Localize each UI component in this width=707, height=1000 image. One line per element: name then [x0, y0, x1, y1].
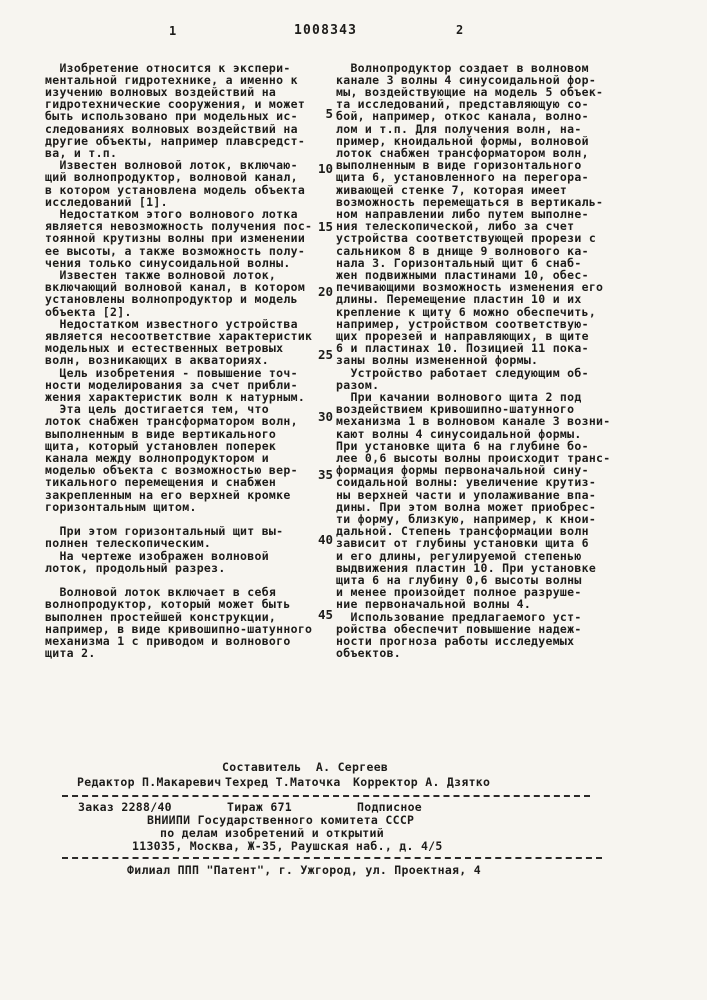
left-column-text: Изобретение относится к экспери- ментальной гидротехнике, а именно к изучению волновых воздействий на гидротехнические сооружения, и может быть использовано при модельных ис- следованиях волновых воздействий на другие объекты, например плавсредст- ва, и т.п. Известен волновой лоток, включаю- щий волнопродуктор, волновой канал, в котором установлена модель объекта исследований [1]. Недостатком этого волнового лотка является невозможность получения пос- тоянной крутизны волны при изменении ее высоты, а также возможность полу- чения только синусоидальной волны. Известен также волновой лоток, включающий волновой канал, в котором установлены волнопродуктор и модель объекта [2]. Недостатком известного устройства является несоответствие характеристик модельных и естественных ветровых волн, возникающих в акваториях. Цель изобретения - повышение точ- ности моделирования за счет прибли- жения характеристик волн к натурным. Эта цель достигается тем, что лоток снабжен трансформатором волн, выполненным в виде вертикального щита, который установлен поперек канала между волнопродуктором и моделью объекта с возможностью вер- тикального перемещения и снабжен закрепленным на его верхней кромке горизонтальным щитом. При этом горизонтальный щит вы- полнен телескопическим. На чертеже изображен волновой лоток, продольный разрез. Волновой лоток включает в себя волнопродуктор, который может быть выполнен простейшей конструкции, например, в виде кривошипно-шатунного механизма 1 с приводом и волнового щита 2. — [45, 60, 313, 661]
footer-organization: ВНИИПИ Государственного комитета СССР — [147, 813, 415, 827]
footer-branch: Филиал ППП "Патент", г. Ужгород, ул. Проектная, 4 — [127, 863, 481, 877]
line-number-5: 5 — [325, 106, 333, 121]
line-number-35: 35 — [317, 467, 333, 482]
footer-corrector: Корректор А. Дзятко — [353, 775, 491, 789]
footer-divider-top — [62, 795, 590, 797]
footer-order-number: Заказ 2288/40 — [78, 800, 172, 814]
footer-organization-line2: по делам изобретений и открытий — [160, 826, 384, 840]
footer-divider-bottom — [62, 857, 602, 859]
line-number-40: 40 — [317, 532, 333, 547]
footer-editor: Редактор П.Макаревич — [77, 775, 222, 789]
left-column-marker: 1 — [169, 24, 177, 38]
footer-subscription: Подписное — [357, 800, 423, 814]
footer-tirage: Тираж 671 — [227, 800, 293, 814]
line-number-30: 30 — [317, 409, 333, 424]
patent-number: 1008343 — [294, 23, 358, 38]
footer-address: 113035, Москва, Ж-35, Раушская наб., д. 4/5 — [132, 839, 443, 853]
footer-techred: Техред Т.Маточка — [225, 775, 341, 789]
line-number-25: 25 — [317, 347, 333, 362]
line-number-10: 10 — [317, 161, 333, 176]
right-column-marker: 2 — [456, 23, 464, 37]
line-number-20: 20 — [317, 284, 333, 299]
right-column-text: Волнопродуктор создает в волновом канале 3 волны 4 синусоидальной фор- мы, воздействующие на модель 5 объек- та исследований, представляющую со- бой, например, откос канала, волно- лом и т.п. Для получения волн, на- пример, кноидальной формы, волновой лоток снабжен трансформатором волн, выполненным в виде горизонтального щита 6, установленного на перегора- живающей стенке 7, которая имеет возможность перемещаться в вертикаль- ном направлении либо путем выполне- ния телескопической, либо за счет устройства соответствующей прорези с сальником 8 в днище 9 волнового ка- нала 3. Горизонтальный щит 6 снаб- жен подвижными пластинами 10, обес- печивающими возможность изменения его длины. Перемещение пластин 10 и их крепление к щиту 6 можно обеспечить, например, устройством соответствую- щих прорезей и направляющих, в щите 6 и пластинах 10. Позицией 11 пока- заны волны измененной формы. Устройство работает следующим об- разом. При качании волнового щита 2 под воздействием кривошипно-шатунного механизма 1 в волновом канале 3 возни- кают волны 4 синусоидальной формы. При установке щита 6 на глубине бо- лее 0,6 высоты волны происходит транс- формация формы первоначальной сину- соидальной волны: увеличение крутиз- ны верхней части и уполаживание впа- дины. При этом волна может приобрес- ти форму, близкую, например, к кнои- дальной. Степень трансформации волн зависит от глубины установки щита 6 и его длины, регулируемой степенью выдвижения пластин 10. При установке щита 6 на глубину 0,6 высоты волны и менее произойдет полное разруше- ние первоначальной волны 4. Использование предлагаемого уст- ройства обеспечит повышение надеж- ности прогноза работы исследуемых объектов. — [336, 60, 611, 661]
line-number-45: 45 — [317, 607, 333, 622]
footer-compositor: Составитель А. Сергеев — [222, 760, 389, 774]
line-number-15: 15 — [317, 219, 333, 234]
